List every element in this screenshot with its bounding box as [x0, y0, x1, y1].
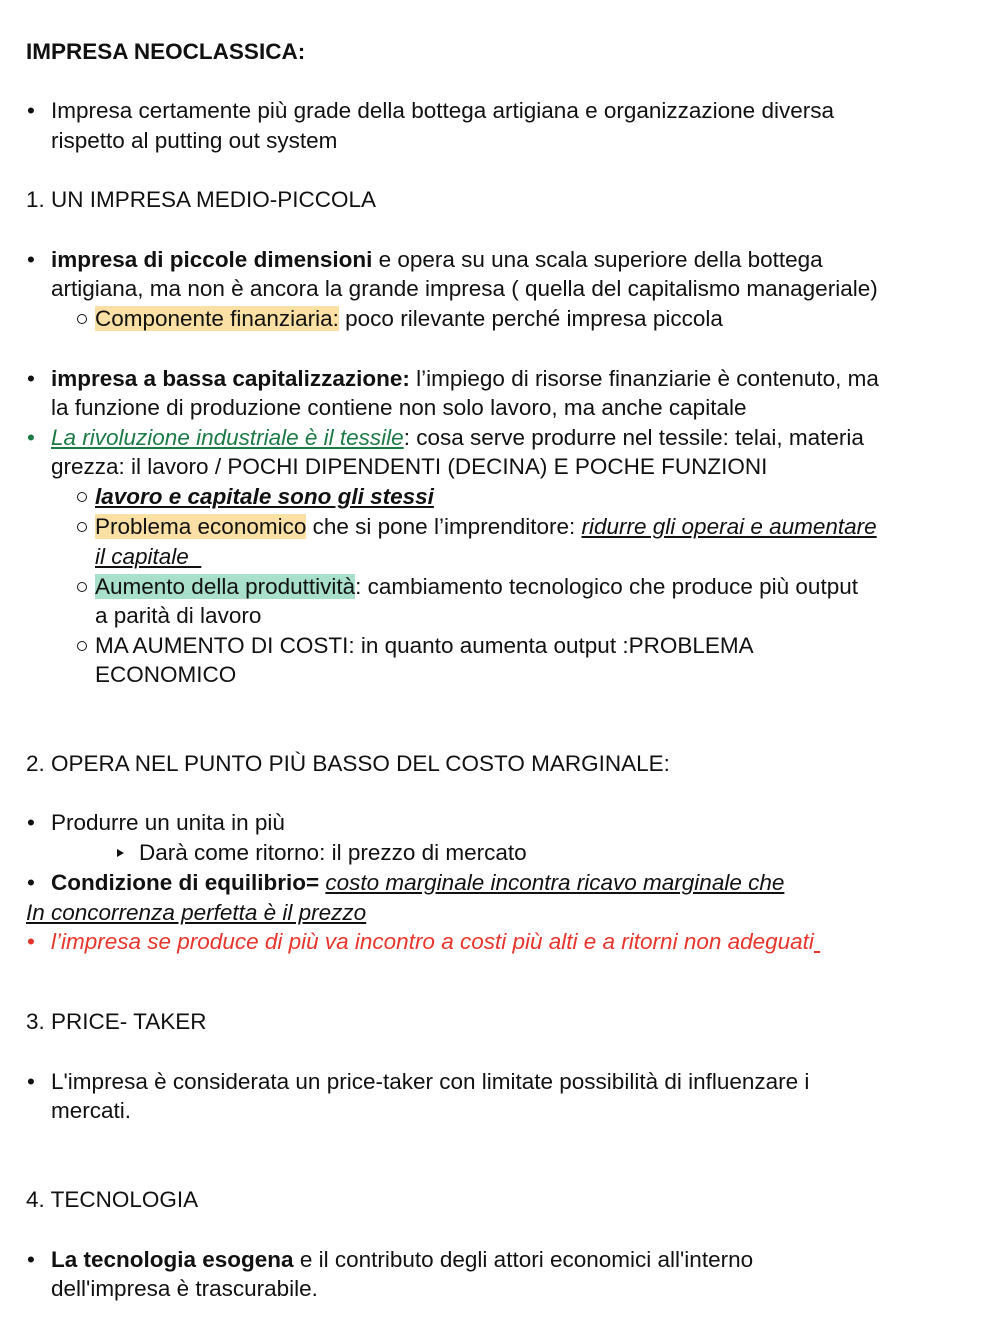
s2-bullet-1: Produrre un unita in più — [51, 810, 285, 835]
s1-b1-line-2: artigiana, ma non è ancora la grande impresa ( quella del capitalismo manageriale) — [51, 276, 878, 301]
triangle-bullet-icon — [117, 849, 124, 857]
s1-b1-bold: impresa di piccole dimensioni — [51, 247, 373, 272]
circle-bullet-icon — [77, 314, 87, 324]
bullet-icon: • — [27, 247, 35, 272]
s1-s3-italic: ridurre gli operai e aumentare — [581, 514, 877, 539]
circle-bullet-icon — [77, 492, 87, 502]
s1-s3-line-2: il capitale — [95, 544, 202, 569]
bullet-icon: • — [27, 1247, 35, 1272]
s1-sub-3 — [95, 512, 877, 542]
s1-sub-5: MA AUMENTO DI COSTI: in quanto aumenta output :PROBLEMA — [95, 633, 754, 658]
s2-b2-line-2: In concorrenza perfetta è il prezzo — [26, 900, 367, 925]
s1-s3-mid: che si pone l’imprenditore: — [306, 514, 582, 539]
circle-bullet-icon — [77, 582, 87, 592]
s2-b2-bold: Condizione di equilibrio= — [51, 870, 320, 895]
section-1-heading: 1. UN IMPRESA MEDIO-PICCOLA — [26, 187, 377, 212]
section-3-heading: 3. PRICE- TAKER — [26, 1009, 207, 1034]
s1-s1-highlight: Componente finanziaria: — [95, 306, 339, 331]
bullet-icon: • — [27, 929, 35, 954]
s1-sub-1 — [95, 304, 723, 334]
s1-sub-2: lavoro e capitale sono gli stessi — [95, 484, 434, 509]
s1-b3-green: La rivoluzione industriale è il tessile — [51, 425, 404, 450]
bullet-icon: • — [27, 425, 35, 450]
s1-b2-bold: impresa a bassa capitalizzazione: — [51, 366, 410, 391]
s1-b2-line-2: la funzione di produzione contiene non solo lavoro, ma anche capitale — [51, 395, 747, 420]
s1-s3-highlight: Problema economico — [95, 514, 307, 539]
section-2-heading: 2. OPERA NEL PUNTO PIÙ BASSO DEL COSTO MARGINALE: — [26, 751, 670, 776]
s1-bullet-2 — [51, 364, 879, 394]
s2-b3-red: l’impresa se produce di più va incontro a costi più alti e a ritorni non adeguati — [51, 929, 814, 954]
s1-bullet-1 — [51, 245, 823, 275]
s1-s4-highlight: Aumento della produttività — [95, 574, 356, 599]
s1-s1-rest: poco rilevante perché impresa piccola — [338, 306, 723, 331]
s2-b2-italic: costo marginale incontra ricavo marginale che — [325, 870, 785, 895]
intro-line-1: Impresa certamente più grade della bottega artigiana e organizzazione diversa — [51, 98, 834, 123]
s2-b3-tail — [814, 929, 820, 954]
s3-b1-line-2: mercati. — [51, 1098, 132, 1123]
s1-b3-line-2: grezza: il lavoro / POCHI DIPENDENTI (DECINA) E POCHE FUNZIONI — [51, 454, 768, 479]
bullet-icon: • — [27, 98, 35, 123]
bullet-icon: • — [27, 870, 35, 895]
bullet-icon: • — [27, 366, 35, 391]
s4-b1-line-2: dell'impresa è trascurabile. — [51, 1276, 318, 1301]
s4-b1-rest: e il contributo degli attori economici all'interno — [293, 1247, 754, 1272]
s1-s4-line-2: a parità di lavoro — [95, 603, 262, 628]
circle-bullet-icon — [77, 641, 87, 651]
circle-bullet-icon — [77, 522, 87, 532]
section-4-heading: 4. TECNOLOGIA — [26, 1187, 199, 1212]
s2-bullet-3 — [51, 927, 820, 957]
intro-line-2: rispetto al putting out system — [51, 128, 338, 153]
bullet-icon: • — [27, 810, 35, 835]
bullet-icon: • — [27, 1069, 35, 1094]
page-title: IMPRESA NEOCLASSICA: — [26, 39, 306, 64]
s2-bullet-2 — [51, 868, 784, 898]
s2-sub-1: Darà come ritorno: il prezzo di mercato — [139, 840, 527, 865]
s4-b1-bold: La tecnologia esogena — [51, 1247, 294, 1272]
s1-sub-4 — [95, 572, 858, 602]
s4-bullet-1 — [51, 1245, 753, 1275]
s1-b2-rest: l’impiego di risorse finanziarie è contenuto, ma — [409, 366, 879, 391]
s1-b1-rest: e opera su una scala superiore della bottega — [372, 247, 823, 272]
s1-s5-line-2: ECONOMICO — [95, 662, 237, 687]
s1-b3-rest: : cosa serve produrre nel tessile: telai, materia — [403, 425, 864, 450]
s3-bullet-1: L'impresa è considerata un price-taker con limitate possibilità di influenzare i — [51, 1069, 810, 1094]
s1-bullet-3 — [51, 423, 864, 453]
s1-s4-rest: : cambiamento tecnologico che produce più output — [355, 574, 858, 599]
